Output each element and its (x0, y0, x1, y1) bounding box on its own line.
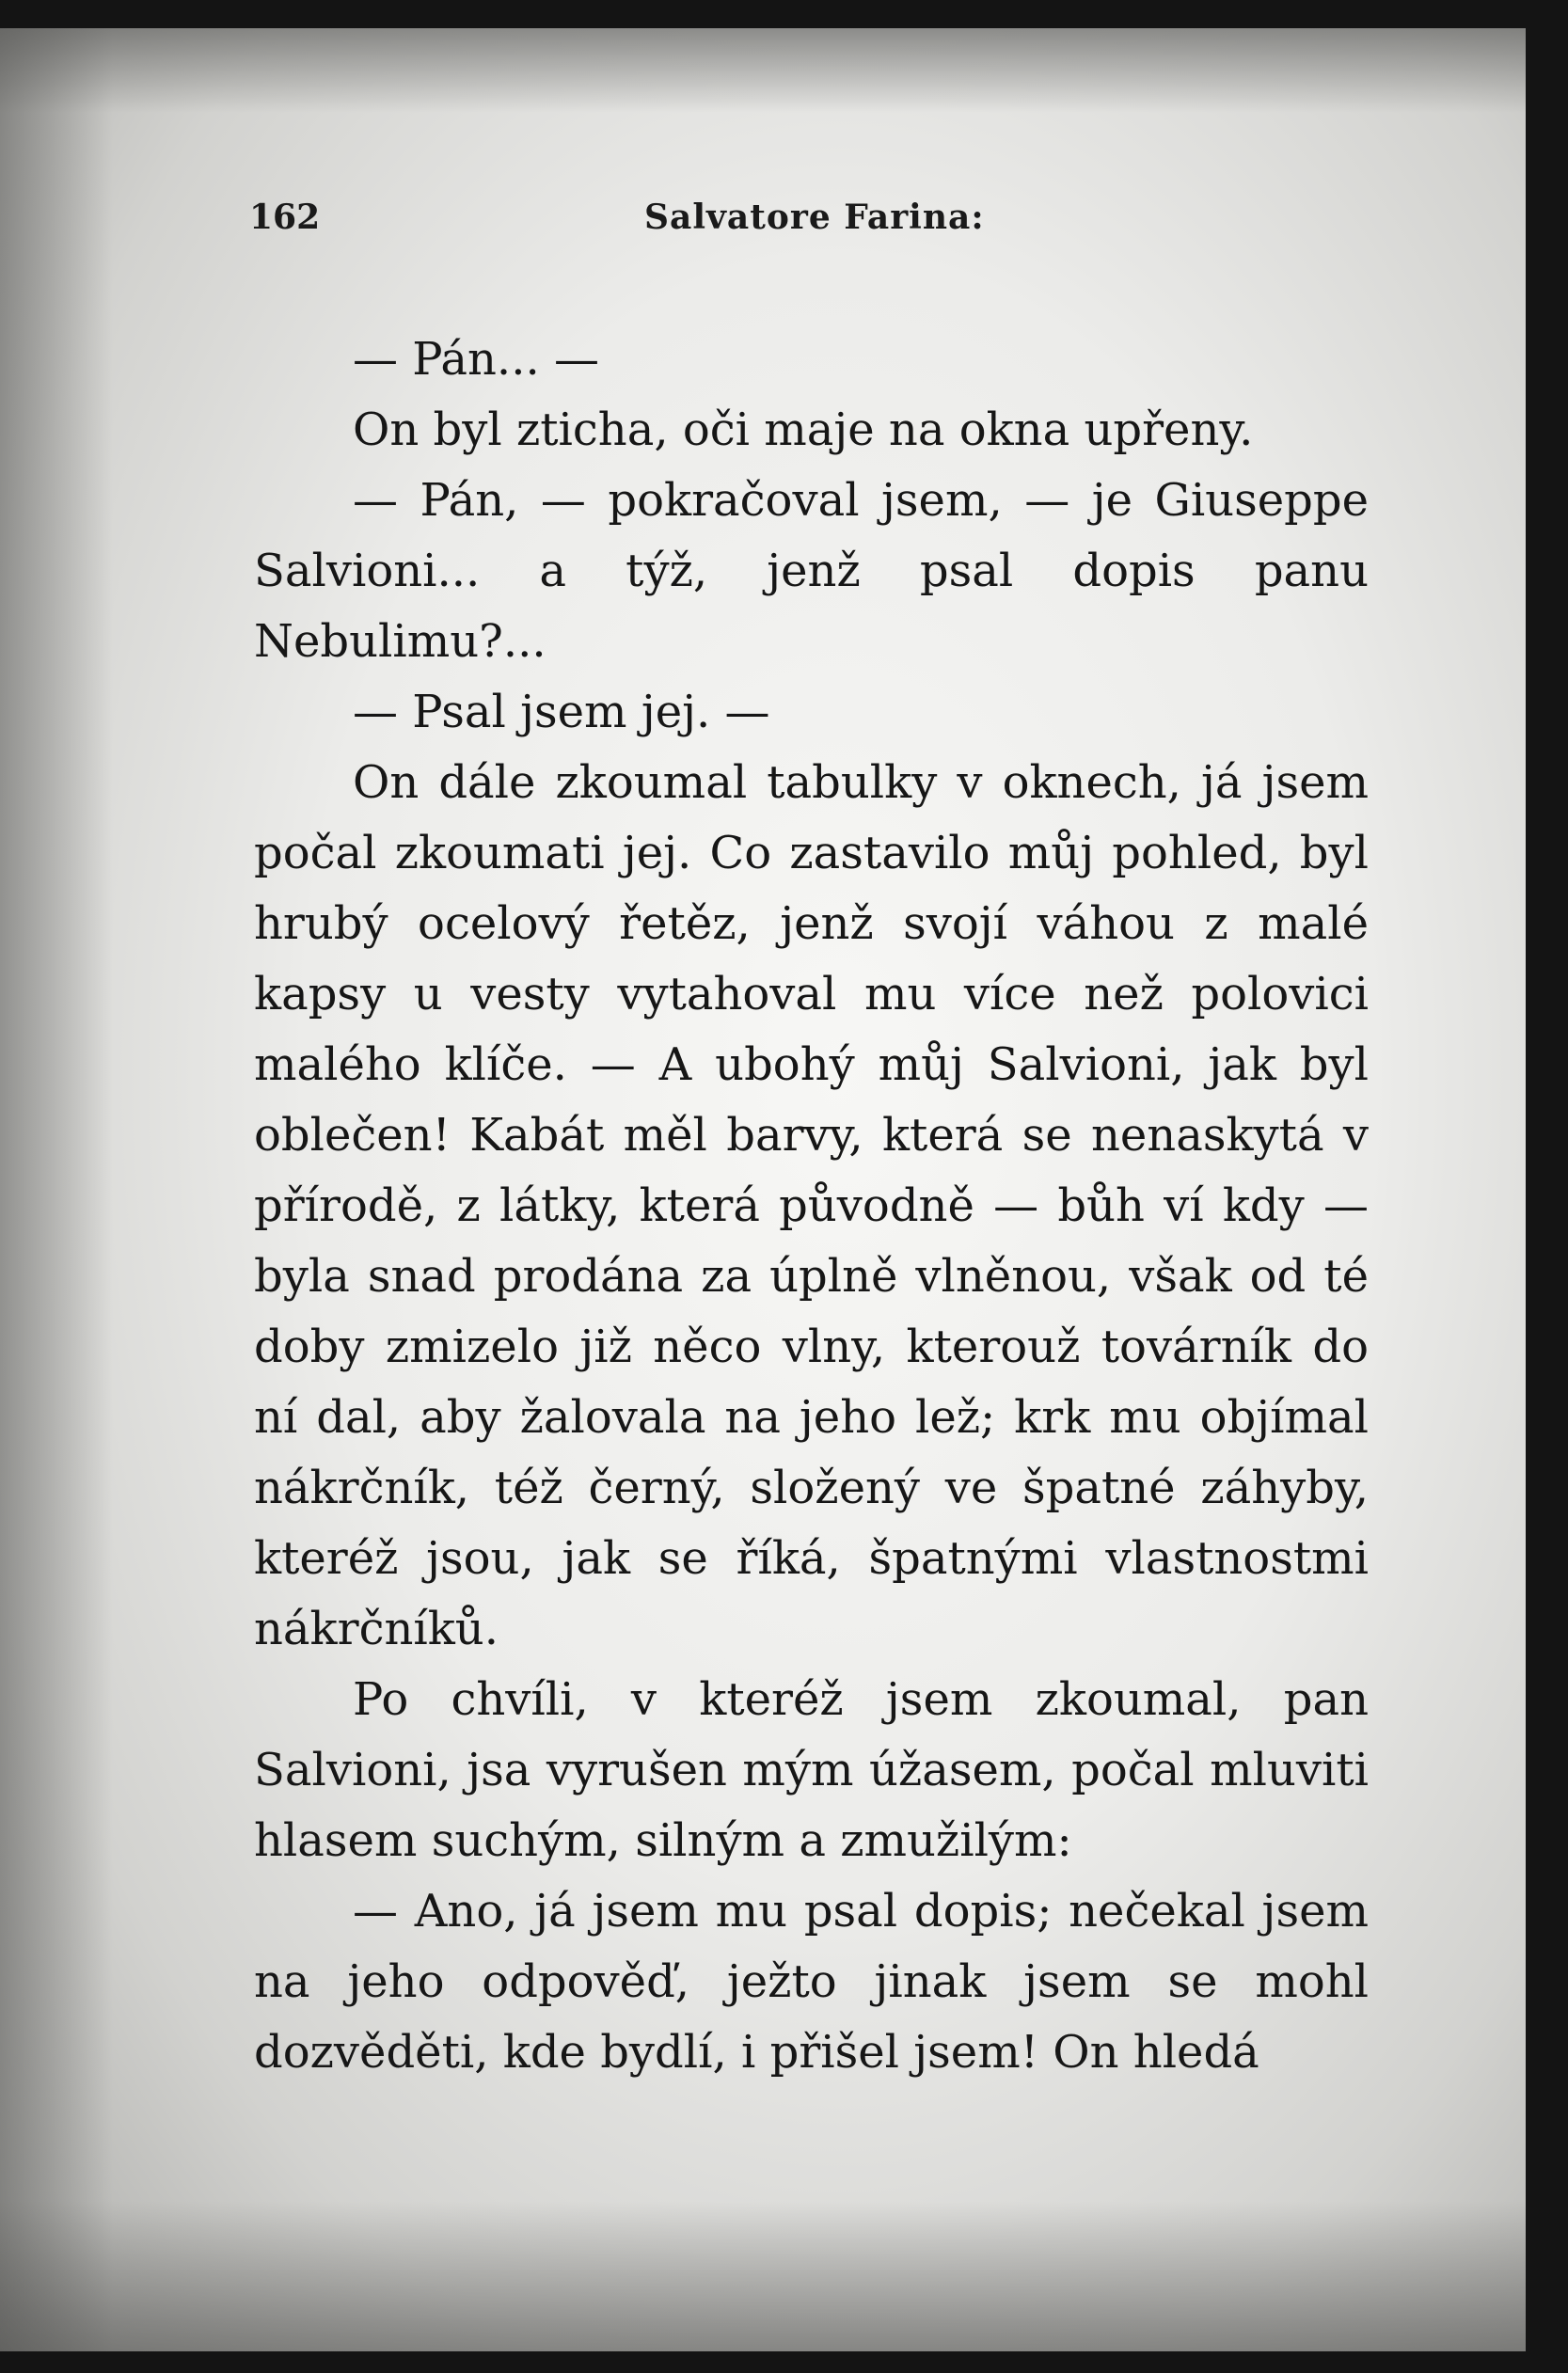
page-shadow-bottom (0, 2201, 1526, 2351)
running-head: Salvatore Farina: (644, 198, 985, 237)
paragraph: Po chvíli, v kteréž jsem zkoumal, pan Salvioni, jsa vyrušen mým úžasem, počal mluviti hlasem suchým, silným a zmužilým: (254, 1673, 1369, 1867)
page-number: 162 (249, 198, 321, 237)
paragraph: — Psal jsem jej. — (353, 686, 770, 738)
paragraph: On byl zticha, oči maje na okna upřeny. (353, 403, 1254, 456)
paragraph: On dále zkoumal tabulky v oknech, já jsem počal zkoumati jej. Co zastavilo můj pohled, byl hrubý ocelový řetěz, jenž svojí váhou z malé kapsy u vesty vytahoval mu více než polovici malého klíče. — A ubohý můj Salvioni, jak byl oblečen! Kabát měl barvy, která se nenaskytá v přírodě, z látky, která původně — bůh ví kdy — byla snad prodána za úplně vlněnou, však od té doby zmizelo již něco vlny, kterouž továrník do ní dal, aby žalovala na jeho lež; krk mu objímal nákrčník, též černý, složený ve špatné záhyby, kteréž jsou, jak se říká, špatnými vlastnostmi nákrčníků. (254, 756, 1369, 1655)
page-shadow-left (0, 28, 113, 2351)
page-shadow-top (0, 28, 1526, 113)
paragraph: — Pán, — pokračoval jsem, — je Giuseppe Salvioni... a týž, jenž psal dopis panu Nebulimu?... (254, 474, 1369, 668)
page-header (249, 198, 1369, 254)
body-text (254, 324, 1369, 2088)
paragraph: — Pán... — (353, 333, 599, 386)
paragraph: — Ano, já jsem mu psal dopis; nečekal jsem na jeho odpověď, ježto jinak jsem se mohl dozvěděti, kde bydlí, i přišel jsem! On hledá (254, 1885, 1369, 2079)
book-page (0, 28, 1526, 2351)
